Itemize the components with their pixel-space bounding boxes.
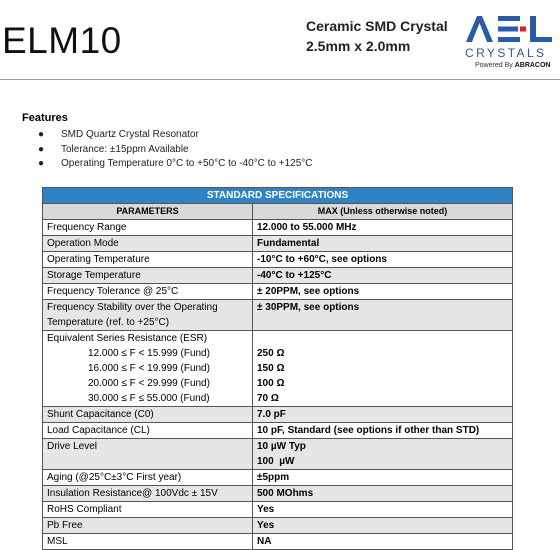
param-cell: Drive Level (43, 439, 253, 470)
features-section (22, 112, 313, 172)
table-row (43, 331, 513, 407)
value-cell: ± 30PPM, see options (253, 300, 513, 331)
description-line-2: 2.5mm x 2.0mm (306, 38, 411, 54)
value-cell: -40°C to +125°C (253, 268, 513, 284)
esr-value: 150 Ω (257, 363, 285, 374)
ael-crystals-logo (462, 8, 560, 72)
param-cell: Aging (@25°C±3°C First year) (43, 470, 253, 486)
part-number-title: ELM10 (2, 20, 122, 61)
description-line-1: Ceramic SMD Crystal (306, 18, 448, 34)
param-cell (43, 300, 253, 331)
value-cell: 7.0 pF (253, 407, 513, 423)
feature-item (22, 157, 313, 172)
value-cell: 12.000 to 55.000 MHz (253, 220, 513, 236)
bullet-icon: ● (38, 143, 45, 155)
param-cell: Shunt Capacitance (C0) (43, 407, 253, 423)
value-cell: ± 20PPM, see options (253, 284, 513, 300)
param-cell (43, 331, 253, 407)
feature-text: SMD Quartz Crystal Resonator (61, 129, 199, 140)
drive-level-typ: 10 µW Typ (257, 441, 306, 452)
table-row (43, 252, 513, 268)
value-cell: 10 pF, Standard (see options if other than STD) (253, 423, 513, 439)
table-row (43, 220, 513, 236)
table-row (43, 236, 513, 252)
feature-text: Tolerance: ±15ppm Available (61, 143, 189, 155)
table-row (43, 486, 513, 502)
esr-value: 100 Ω (257, 378, 285, 389)
table-row (43, 518, 513, 534)
drive-level-max: 100 µW (257, 456, 295, 467)
value-cell: ±5ppm (253, 470, 513, 486)
bullet-icon: ● (38, 129, 45, 140)
header-divider (0, 79, 560, 80)
value-cell: Fundamental (253, 236, 513, 252)
table-header-row (43, 204, 513, 220)
value-cell: -10°C to +60°C, see options (253, 252, 513, 268)
specifications-table (42, 187, 513, 550)
table-title-row (43, 188, 513, 204)
value-cell: NA (253, 534, 513, 550)
features-heading: Features (22, 112, 68, 124)
table-row (43, 300, 513, 331)
document-header (0, 0, 560, 80)
param-cell: RoHS Compliant (43, 502, 253, 518)
table-title: STANDARD SPECIFICATIONS (43, 188, 513, 204)
table-row (43, 470, 513, 486)
logo-crystals-text: CRYSTALS (465, 46, 547, 60)
ael-logo-mark-icon (462, 8, 560, 48)
param-cell: Frequency Tolerance @ 25°C (43, 284, 253, 300)
param-cell: Insulation Resistance@ 100Vdc ± 15V (43, 486, 253, 502)
features-list (22, 128, 313, 172)
powered-by-brand: ABRACON (514, 62, 551, 69)
table-row (43, 423, 513, 439)
column-header-max: MAX (Unless otherwise noted) (253, 204, 513, 220)
value-cell: Yes (253, 518, 513, 534)
esr-range: 12.000 ≤ F < 15.999 (Fund) (88, 348, 210, 359)
table-row (43, 439, 513, 470)
param-cell: Pb Free (43, 518, 253, 534)
param-line: Frequency Stability over the Operating (47, 302, 218, 313)
param-cell: MSL (43, 534, 253, 550)
value-cell: Yes (253, 502, 513, 518)
param-cell: Operating Temperature (43, 252, 253, 268)
param-cell: Storage Temperature (43, 268, 253, 284)
feature-item (22, 143, 313, 158)
param-cell: Load Capacitance (CL) (43, 423, 253, 439)
product-description (306, 16, 448, 56)
esr-value: 250 Ω (257, 348, 285, 359)
esr-value: 70 Ω (257, 393, 279, 404)
table-row (43, 407, 513, 423)
table-row (43, 502, 513, 518)
value-cell: 500 MOhms (253, 486, 513, 502)
param-line: Equivalent Series Resistance (ESR) (47, 333, 208, 344)
param-cell: Operation Mode (43, 236, 253, 252)
param-cell: Frequency Range (43, 220, 253, 236)
logo-powered-by (475, 62, 550, 69)
esr-range: 16.000 ≤ F < 19.999 (Fund) (88, 363, 210, 374)
value-cell (253, 439, 513, 470)
esr-range: 20.000 ≤ F < 29.999 (Fund) (88, 378, 210, 389)
bullet-icon: ● (38, 158, 45, 169)
column-header-parameters: PARAMETERS (43, 204, 253, 220)
powered-by-label: Powered By (475, 62, 513, 69)
feature-text: Operating Temperature 0°C to +50°C to -40°C to +125°C (61, 158, 313, 169)
table-row (43, 534, 513, 550)
feature-item (22, 128, 313, 143)
table-row (43, 284, 513, 300)
value-cell (253, 331, 513, 407)
param-line: Temperature (ref. to +25°C) (47, 317, 170, 328)
esr-range: 30.000 ≤ F ≤ 55.000 (Fund) (88, 393, 210, 404)
table-row (43, 268, 513, 284)
